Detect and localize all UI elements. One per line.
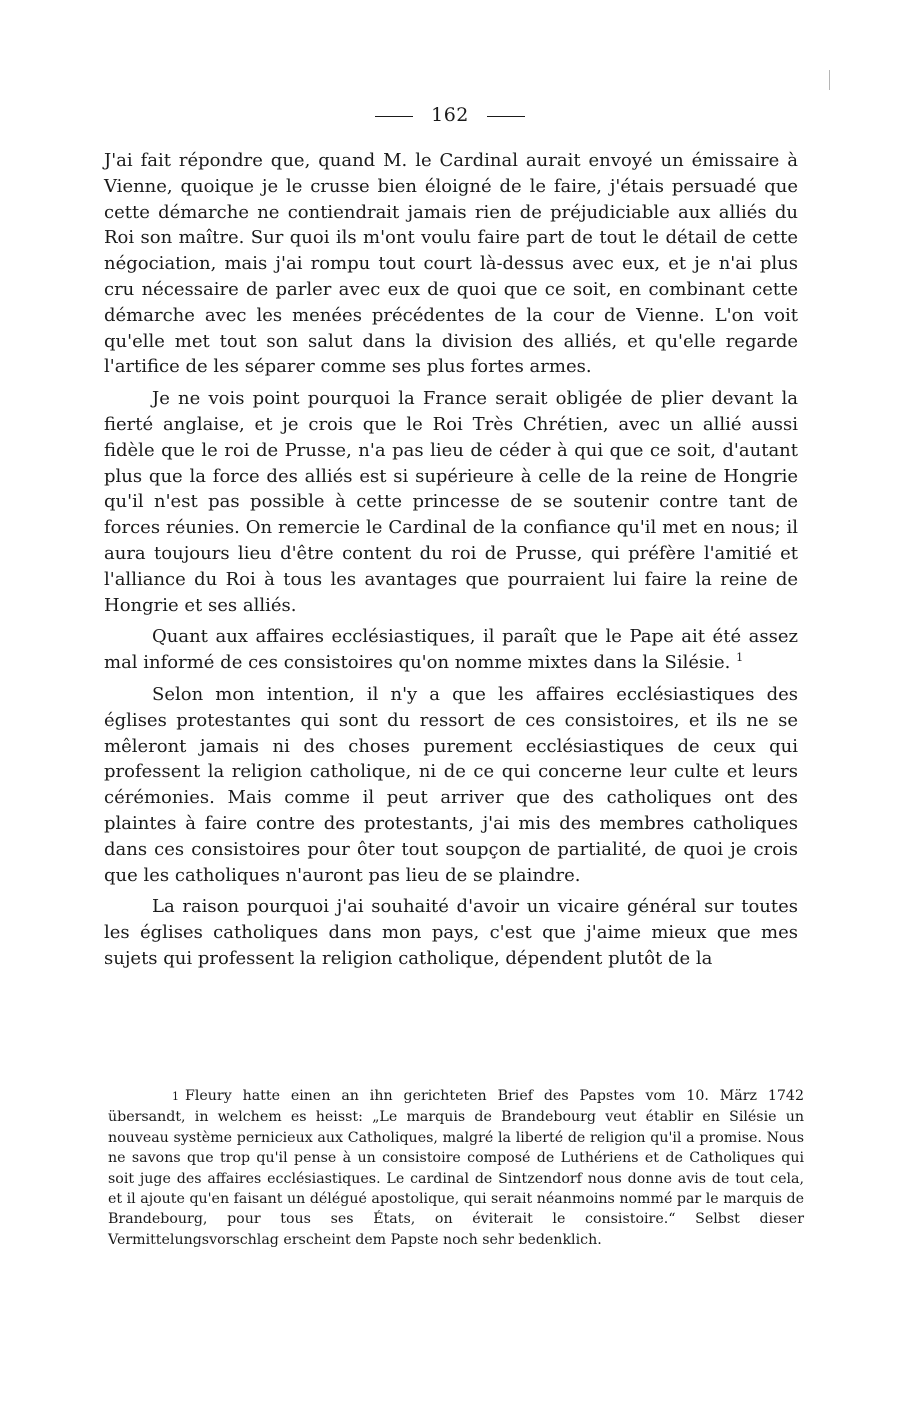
paragraph-5: La raison pourquoi j'ai souhaité d'avoir un vicaire général sur toutes les églises catholiques dans mon pays, c'est que j'aime mieux que mes sujets qui professent la religion catholique, dépendent plutôt de la — [104, 896, 798, 969]
page-header — [0, 104, 900, 126]
paragraph-3-text: Quant aux affaires ecclésiastiques, il paraît que le Pape ait été assez mal informé de ces consistoires qu'on nomme mixtes dans la Silésie. — [104, 626, 798, 674]
margin-rule-mark — [829, 70, 830, 90]
header-dash-right — [487, 116, 525, 117]
paragraph-1: J'ai fait répondre que, quand M. le Cardinal aurait envoyé un émissaire à Vienne, quoique je le crusse bien éloigné de le faire, j'étais persuadé que cette démarche ne contiendrait jamais rien de préjudiciable aux alliés du Roi son maître. Sur quoi ils m'ont voulu faire part de tout le détail de cette négociation, mais j'ai rompu tout court là-dessus avec eux, et je n'ai plus cru nécessaire de parler avec eux de quoi que ce soit, en combinant cette démarche avec les menées précédentes de la cour de Vienne. L'on voit qu'elle met tout son salut dans la division des alliés, et qu'elle regarde l'artifice de les séparer comme ses plus fortes armes. — [104, 150, 798, 378]
footnote-reference[interactable]: 1 — [736, 651, 744, 665]
paragraph-3 — [104, 624, 798, 676]
footnote-mark: 1 — [172, 1090, 179, 1103]
paragraph-2: Je ne vois point pourquoi la France serait obligée de plier devant la fierté anglaise, et je crois que le Roi Très Chrétien, avec un allié aussi fidèle que le roi de Prusse, n'a pas lieu de céder à qui que ce soit, d'autant plus que la force des alliés est si supérieure à celle de la reine de Hongrie qu'il n'est pas possible à cette princesse de se soutenir contre tant de forces réunies. On remercie le Cardinal de la confiance qu'il met en nous; il aura toujours lieu d'être content du roi de Prusse, qui préfère l'amitié et l'alliance du Roi à tous les avantages que pourraient lui faire la reine de Hongrie et ses alliés. — [104, 388, 798, 616]
page-number: 162 — [431, 104, 469, 126]
paragraph-4: Selon mon intention, il n'y a que les affaires ecclésiastiques des églises protestantes qui sont du ressort de ces consistoires, et ils ne se mêleront jamais ni des choses purement ecclésiastiques de ceux qui professent la religion catholique, ni de ce qui concerne leur culte et leurs cérémonies. Mais comme il peut arriver que des catholiques ont des plaintes à faire contre des protestants, j'ai mis des membres catholiques dans ces consistoires pour ôter tout soupçon de partialité, de quoi je crois que les catholiques n'auront pas lieu de se plaindre. — [104, 683, 798, 886]
footnote-text: Fleury hatte einen an ihn gerichteten Brief des Papstes vom 10. März 1742 übersandt, in welchem es heisst: „Le marquis de Brandebourg veut établir en Silésie un nouveau système pernicieux aux Catholiques, malgré la liberté de religion qu'il a promise. Nous ne savons que trop qu'il pense à un consistoire composé de Luthériens et de Catholiques qui soit juge des affaires ecclésiastiques. Le cardinal de Sintzendorf nous donne avis de tout cela, et il ajoute qu'en faisant un délégué apostolique, qui serait néanmoins nommé par le marquis de Brandebourg, pour tous ses États, on éviterait le consistoire.“ Selbst dieser Vermittelungsvorschlag erscheint dem Papste noch sehr bedenklich. — [108, 1088, 804, 1248]
header-dash-left — [375, 116, 413, 117]
footnote — [108, 1086, 804, 1250]
main-text — [104, 148, 798, 978]
